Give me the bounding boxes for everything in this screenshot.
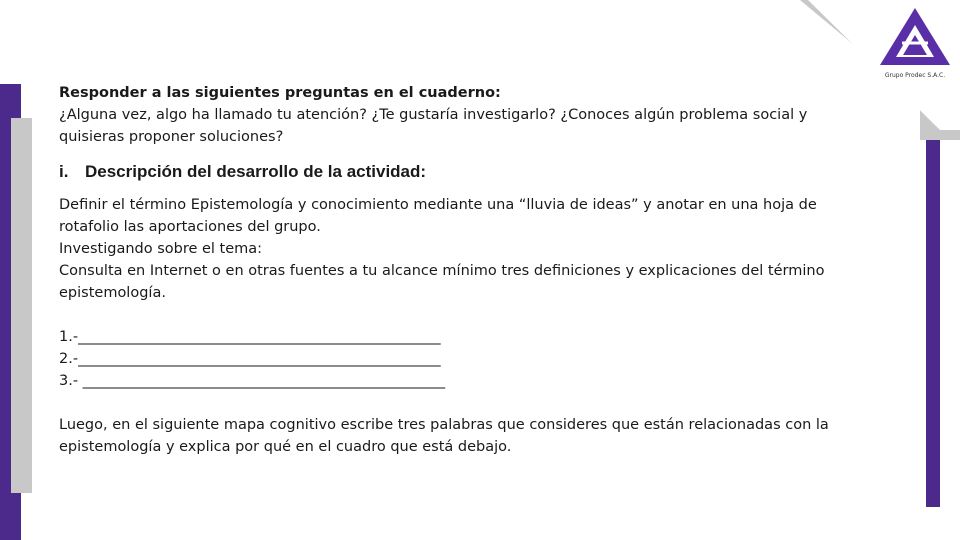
body-line-4: Consulta en Internet o en otras fuentes a tu alcance mínimo tres definiciones y explicaciones del término: [59, 263, 825, 279]
left-gray-bar: [11, 118, 32, 493]
body-line-5: epistemología.: [59, 285, 166, 301]
answer-blank-2: 2.-__________________________________________________: [59, 351, 441, 367]
right-accent-bar: [926, 130, 940, 507]
company-logo: [872, 5, 958, 80]
triangle-logo-icon: [872, 5, 958, 80]
section-number: i.: [59, 162, 69, 181]
closing-line-2: epistemología y explica por qué en el cuadro que está debajo.: [59, 439, 512, 455]
logo-caption: Grupo Prodec S.A.C.: [884, 72, 946, 79]
section-title: Descripción del desarrollo de la actividad:: [85, 162, 427, 181]
answer-blank-3: 3.- __________________________________________________: [59, 373, 446, 389]
questions-line-2: quisieras proponer soluciones?: [59, 129, 284, 145]
document-content: [59, 82, 859, 458]
closing-line-1: Luego, en el siguiente mapa cognitivo escribe tres palabras que consideres que están relacionadas con la: [59, 417, 829, 433]
body-line-1: Definir el término Epistemología y conocimiento mediante una “lluvia de ideas” y anotar en una hoja de: [59, 197, 817, 213]
questions-line-1: ¿Alguna vez, algo ha llamado tu atención? ¿Te gustaría investigarlo? ¿Conoces algún problema social y: [59, 107, 808, 123]
answer-blank-1: 1.-__________________________________________________: [59, 329, 441, 345]
instructions-title: Responder a las siguientes preguntas en el cuaderno:: [59, 85, 501, 101]
section-heading: [59, 160, 859, 184]
body-line-3: Investigando sobre el tema:: [59, 241, 263, 257]
body-line-2: rotafolio las aportaciones del grupo.: [59, 219, 321, 235]
